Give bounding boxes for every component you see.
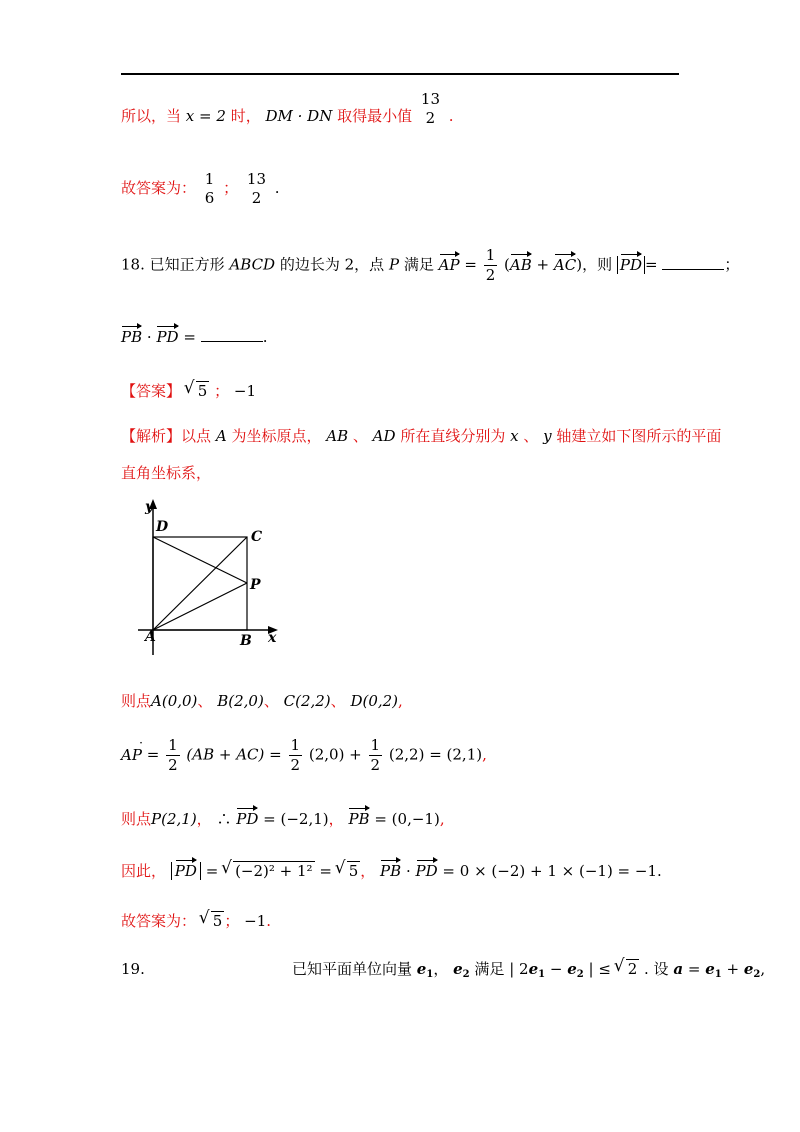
vector-pd: PD bbox=[156, 328, 179, 346]
sqrt-5 bbox=[337, 861, 361, 880]
sqrt-5 bbox=[201, 911, 225, 930]
numerator: 1 bbox=[290, 736, 301, 754]
label-b: B bbox=[240, 633, 252, 649]
text: . bbox=[266, 912, 272, 930]
text: 的边长为 2，点 bbox=[279, 255, 385, 274]
numerator: 13 bbox=[246, 170, 267, 188]
segment-dp bbox=[153, 537, 247, 583]
e: e bbox=[453, 960, 463, 978]
text: = bbox=[205, 862, 219, 880]
denominator: 2 bbox=[485, 266, 496, 284]
text: ( bbox=[504, 255, 510, 274]
text: · bbox=[146, 328, 152, 346]
text: 时， bbox=[230, 107, 261, 125]
math-ad: AD bbox=[372, 427, 396, 445]
text: + bbox=[536, 255, 550, 274]
vector-pd: PD bbox=[415, 862, 438, 880]
fraction-13-2 bbox=[245, 172, 268, 206]
text: . bbox=[657, 862, 662, 880]
line-min-value bbox=[121, 90, 454, 134]
math-value: (2,2) = (2,1) bbox=[388, 745, 483, 764]
sqrt-expression bbox=[223, 861, 315, 880]
text: 、 bbox=[523, 427, 539, 445]
radicand: (−2)² + 1² bbox=[235, 862, 313, 880]
text: ，则 bbox=[582, 255, 613, 274]
value: −1 bbox=[233, 382, 257, 400]
value: −1 bbox=[244, 912, 267, 930]
text: 、 bbox=[352, 427, 368, 445]
analysis-line2 bbox=[121, 462, 211, 483]
text: 为坐标原点， bbox=[231, 427, 322, 445]
text: . bbox=[448, 107, 454, 125]
math-value: = (0,−1) bbox=[374, 810, 440, 828]
abs-pd bbox=[171, 862, 201, 880]
point-a: A(0,0) bbox=[151, 692, 198, 710]
text: = bbox=[183, 328, 196, 346]
answer-blank bbox=[662, 257, 724, 270]
subscript: 2 bbox=[462, 969, 470, 980]
separator: 、 bbox=[330, 692, 346, 710]
math-y: y bbox=[543, 427, 552, 445]
text: , bbox=[482, 745, 487, 764]
denominator: 2 bbox=[425, 109, 436, 127]
fraction-half bbox=[484, 248, 498, 283]
vector-ab: AB bbox=[509, 255, 532, 274]
vector-pb: PB bbox=[121, 328, 143, 346]
text: 所在直线分别为 bbox=[400, 427, 506, 445]
question-number: 18. bbox=[121, 255, 145, 274]
question-18 bbox=[121, 248, 739, 283]
numerator: 13 bbox=[420, 90, 440, 108]
text: 所以，当 bbox=[121, 107, 182, 125]
radicand: 5 bbox=[197, 382, 208, 400]
text: 因此， bbox=[121, 862, 167, 880]
text: = bbox=[644, 255, 658, 274]
text: 已知正方形 bbox=[149, 255, 225, 274]
math-x: x bbox=[510, 427, 519, 445]
point-c: C(2,2) bbox=[283, 692, 331, 710]
math-dm-dn: DM · DN bbox=[265, 107, 333, 125]
math-text: | 2 bbox=[509, 960, 529, 978]
subscript: 2 bbox=[753, 969, 761, 980]
vector-pd: PD bbox=[236, 810, 259, 828]
answer-18-final bbox=[121, 910, 271, 931]
vector-pb: PB bbox=[380, 862, 402, 880]
math-ab: AB bbox=[326, 427, 349, 445]
answer-label: 故答案为： bbox=[121, 912, 197, 930]
math-value: = 0 × (−2) + 1 × (−1) = −1 bbox=[442, 862, 658, 880]
radicand: 5 bbox=[212, 912, 223, 930]
separator: ， bbox=[360, 862, 376, 880]
vector-e1 bbox=[417, 960, 434, 978]
text: , bbox=[760, 960, 766, 978]
point-d: D(0,2) bbox=[350, 692, 399, 710]
text: 以点 bbox=[181, 427, 212, 445]
vector-pb: PB bbox=[348, 810, 370, 828]
text: 满足 bbox=[474, 960, 505, 978]
p-line bbox=[121, 808, 445, 829]
math-abcd: ABCD bbox=[229, 255, 276, 274]
text: 满足 bbox=[403, 255, 434, 274]
subscript: 2 bbox=[576, 969, 584, 980]
text: 已知平面单位向量 bbox=[292, 960, 413, 978]
vector-pd: PD bbox=[174, 862, 197, 880]
answer-17 bbox=[121, 172, 280, 206]
vector-e1: $e_1$ bbox=[705, 960, 722, 980]
subscript: 1 bbox=[426, 969, 434, 980]
vector-e2: $e_2$ bbox=[567, 960, 584, 980]
label-p: P bbox=[250, 577, 261, 593]
denominator: 6 bbox=[204, 189, 215, 207]
header-rule bbox=[121, 73, 679, 75]
text: 直角坐标系， bbox=[121, 464, 212, 482]
separator: ； bbox=[223, 179, 239, 197]
therefore-line bbox=[121, 860, 662, 881]
text: 则点 bbox=[121, 692, 152, 710]
math-value: (2,0) + bbox=[308, 745, 362, 764]
fraction-half bbox=[289, 738, 303, 773]
question-19 bbox=[292, 958, 765, 980]
label-x: x bbox=[268, 630, 277, 646]
vector-pd: PD bbox=[619, 255, 642, 274]
separator: ； bbox=[214, 382, 230, 400]
fraction-1-6 bbox=[203, 172, 217, 206]
text: 则点 bbox=[121, 810, 152, 828]
denominator: 2 bbox=[168, 756, 178, 774]
vector-ap: AP bbox=[438, 255, 460, 274]
text: ； bbox=[724, 255, 740, 274]
radicand: 2 bbox=[627, 960, 638, 978]
math-value: = (−2,1) bbox=[263, 810, 329, 828]
label-d: D bbox=[156, 519, 169, 535]
subscript: 1 bbox=[714, 969, 722, 980]
vector-ap: AP · bbox=[121, 746, 142, 764]
separator: ， bbox=[433, 960, 449, 978]
question-18-part2 bbox=[121, 328, 268, 346]
text: 轴建立如下图所示的平面 bbox=[556, 427, 722, 445]
vector-e1: $e_1$ bbox=[528, 960, 546, 980]
denominator: 2 bbox=[251, 189, 262, 207]
coords-line bbox=[121, 690, 403, 711]
point-b: B(2,0) bbox=[217, 692, 264, 710]
numerator: 1 bbox=[168, 736, 178, 754]
text: . bbox=[274, 179, 280, 197]
radicand: 5 bbox=[348, 862, 359, 880]
label-y: y bbox=[145, 499, 154, 515]
separator: ， bbox=[196, 810, 212, 828]
analysis-line1 bbox=[121, 425, 721, 446]
vector-a: a bbox=[673, 960, 684, 978]
text: + bbox=[726, 960, 740, 978]
math-a: A bbox=[215, 427, 227, 445]
e: e bbox=[416, 960, 427, 978]
therefore-symbol: ∴ bbox=[216, 810, 232, 828]
text: ) bbox=[576, 255, 583, 274]
math-p: P bbox=[388, 255, 400, 274]
text: 取得最小值 bbox=[337, 107, 413, 125]
sqrt-5 bbox=[186, 381, 210, 400]
text: = bbox=[269, 745, 282, 764]
fraction-13-2 bbox=[419, 92, 442, 126]
numerator: 1 bbox=[204, 170, 215, 188]
fraction-half bbox=[369, 738, 383, 773]
segment-ac bbox=[153, 537, 247, 630]
separator: ； bbox=[224, 912, 240, 930]
denominator: 2 bbox=[370, 756, 381, 774]
question-number: 19. bbox=[121, 960, 145, 978]
answer-label: 【答案】 bbox=[121, 382, 182, 400]
point-p: P(2,1) bbox=[151, 810, 197, 828]
text: = bbox=[687, 960, 701, 978]
coordinate-figure bbox=[128, 495, 288, 660]
fraction-half bbox=[166, 738, 180, 773]
label-c: C bbox=[251, 529, 263, 545]
text: , bbox=[398, 692, 403, 710]
ap-calculation bbox=[121, 738, 487, 773]
math-sum: (AB + AC) bbox=[186, 745, 265, 764]
separator: 、 bbox=[197, 692, 213, 710]
text: , bbox=[439, 810, 445, 828]
segment-ap bbox=[153, 583, 247, 630]
separator: ， bbox=[328, 810, 344, 828]
separator: 、 bbox=[263, 692, 279, 710]
subscript: 1 bbox=[538, 969, 546, 980]
text: = bbox=[464, 255, 477, 274]
text: = bbox=[319, 862, 332, 880]
sqrt-2 bbox=[616, 959, 640, 978]
text: = bbox=[146, 745, 160, 764]
analysis-label: 【解析】 bbox=[121, 427, 182, 445]
label-a: A bbox=[145, 629, 156, 645]
math-text: − bbox=[549, 960, 568, 978]
text: . bbox=[262, 328, 268, 346]
vector-ac: AC bbox=[553, 255, 577, 274]
denominator: 2 bbox=[290, 756, 301, 774]
numerator: 1 bbox=[485, 246, 496, 264]
numerator: 1 bbox=[370, 736, 381, 754]
answer-blank bbox=[201, 329, 263, 342]
vector-e2: $e_2$ bbox=[743, 960, 761, 980]
math-text: | ≤ bbox=[588, 960, 611, 978]
answer-18 bbox=[121, 380, 256, 401]
text: · bbox=[405, 862, 411, 880]
math-x-eq: x = 2 bbox=[185, 107, 226, 125]
answer-label: 故答案为： bbox=[121, 179, 197, 197]
vector-e2 bbox=[453, 960, 470, 978]
text: . 设 bbox=[644, 960, 669, 978]
question-19-number bbox=[121, 960, 145, 978]
